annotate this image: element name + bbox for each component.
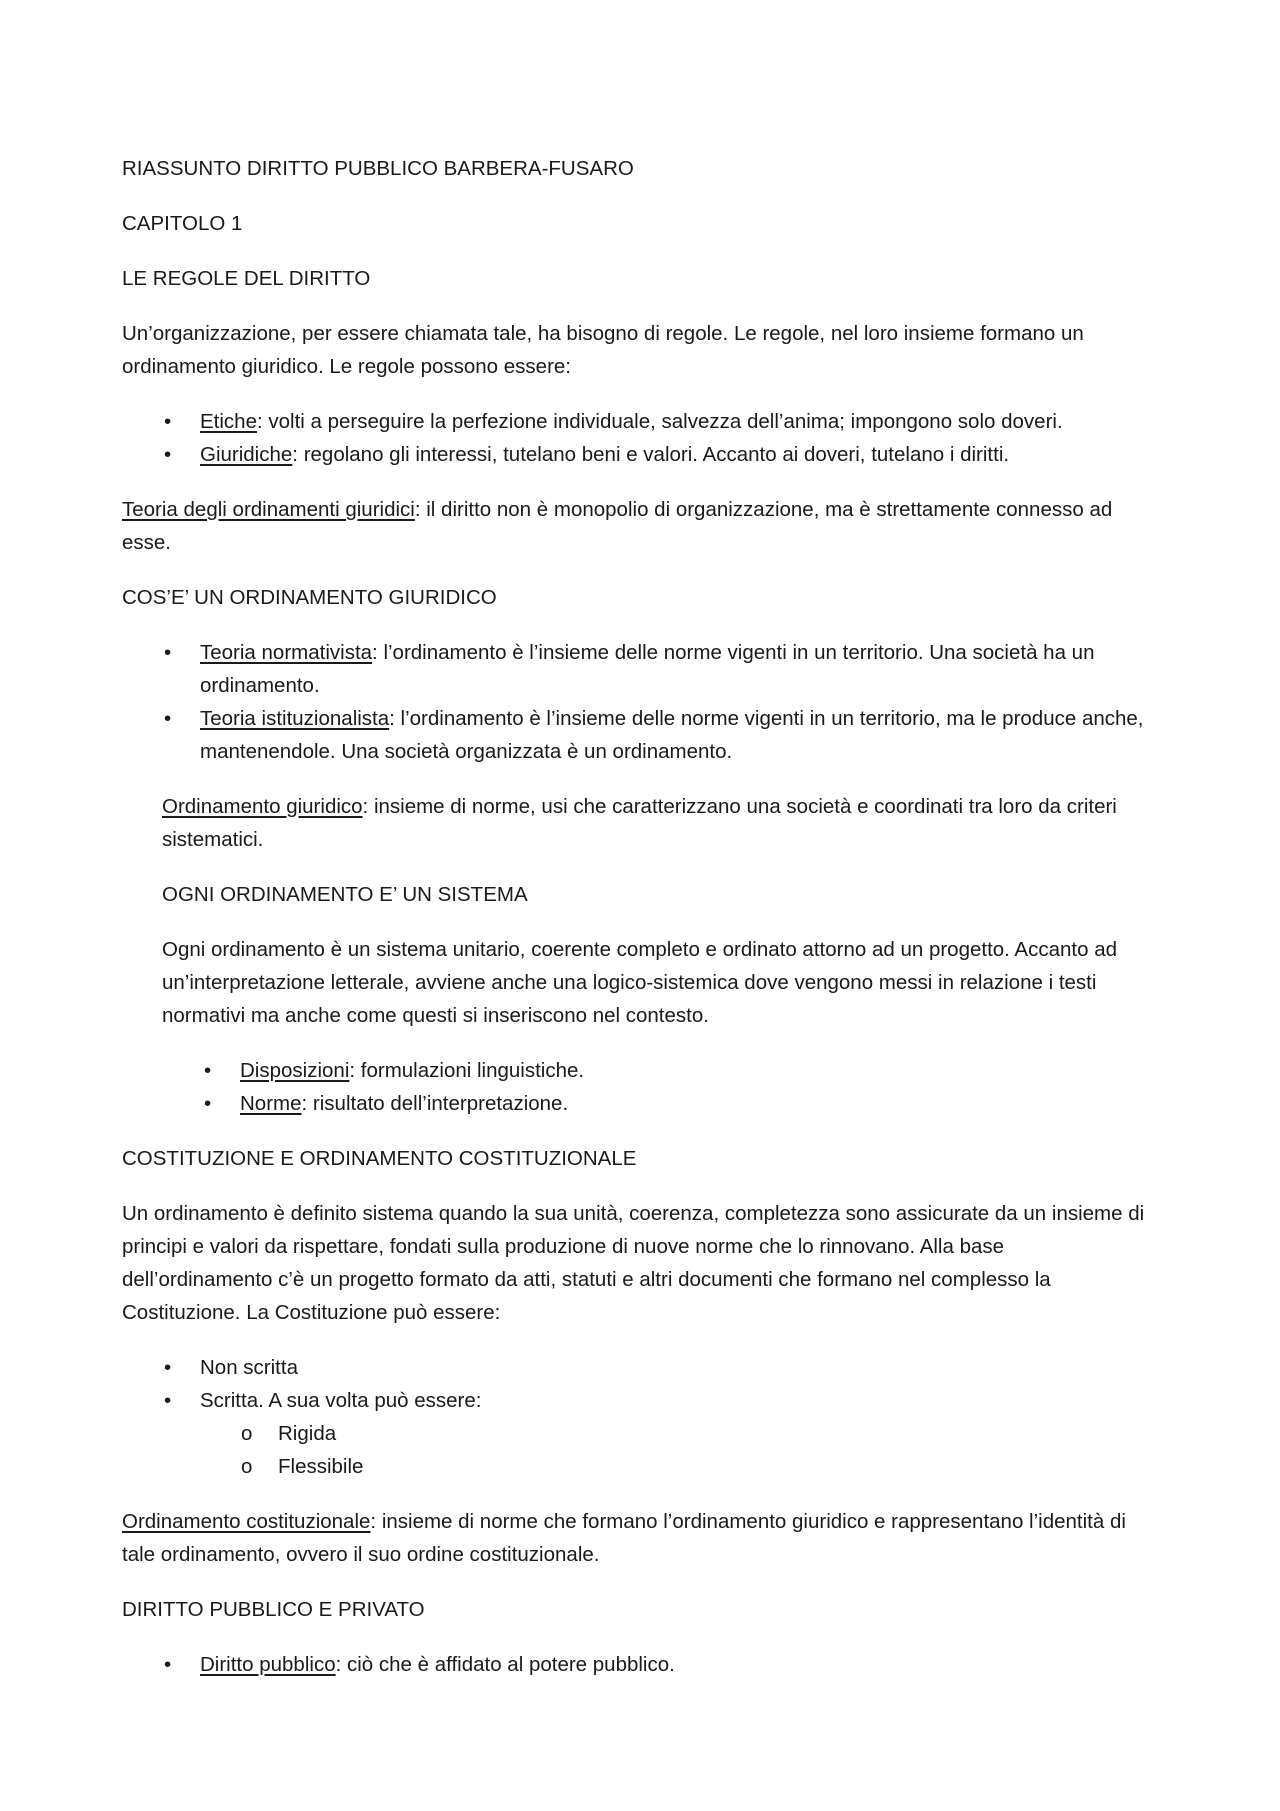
term: Teoria normativista [200, 641, 373, 664]
term: Disposizioni [240, 1059, 350, 1082]
bullet-icon: • [204, 1059, 212, 1082]
sub-heading-sistema: OGNI ORDINAMENTO E’ UN SISTEMA [162, 883, 528, 906]
paragraph-intro: Un’organizzazione, per essere chiamata tale, ha bisogno di regole. Le regole, nel loro insieme formano un ordinamento giuridico. Le regole possono essere: [122, 322, 1084, 378]
bullet-icon: • [164, 443, 172, 466]
list-item: • Scritta. A sua volta può essere: [122, 1384, 1160, 1417]
term: Diritto pubblico [200, 1653, 336, 1676]
paragraph-costituzione: Un ordinamento è definito sistema quando la sua unità, coerenza, completezza sono assicurate da un insieme di principi e valori da rispettare, fondati sulla produzione di nuove norme che lo rinnovano. Alla base dell’ordinamento c’è un progetto formato da atti, statuti e altri documenti che formano nel complesso la Costituzione. La Costituzione può essere: [122, 1202, 1145, 1324]
term: Etiche [200, 410, 257, 433]
bullet-icon: • [164, 707, 172, 730]
bullet-icon: • [164, 1356, 172, 1379]
list-disposizioni [162, 1054, 1160, 1120]
section-heading-diritto: DIRITTO PUBBLICO E PRIVATO [122, 1598, 425, 1621]
list-diritto [122, 1648, 1160, 1681]
list-item: • Diritto pubblico: ciò che è affidato al potere pubblico. [122, 1648, 1160, 1681]
list-item: • Non scritta [122, 1351, 1160, 1384]
paragraph-definizione: Ordinamento giuridico: insieme di norme, usi che caratterizzano una società e coordinati tra loro da criteri sistematici. [162, 795, 1117, 851]
sub-list-item: o Flessibile [122, 1450, 1160, 1483]
list-item: • Teoria normativista: l’ordinamento è l’insieme delle norme vigenti in un territorio. Una società ha un ordinamento. [122, 636, 1160, 702]
list-item: • Disposizioni: formulazioni linguistiche. [162, 1054, 1160, 1087]
section-heading-costituzione: COSTITUZIONE E ORDINAMENTO COSTITUZIONALE [122, 1147, 637, 1170]
list-teorie [122, 636, 1160, 768]
term: Ordinamento giuridico [162, 795, 363, 818]
section-heading-ordinamento: COS’E’ UN ORDINAMENTO GIURIDICO [122, 586, 497, 609]
list-item: • Norme: risultato dell’interpretazione. [162, 1087, 1160, 1120]
circle-bullet-icon: o [241, 1422, 253, 1445]
term: Teoria degli ordinamenti giuridici [122, 498, 415, 521]
bullet-icon: • [164, 641, 172, 664]
bullet-icon: • [164, 410, 172, 433]
paragraph-teoria: Teoria degli ordinamenti giuridici: il diritto non è monopolio di organizzazione, ma è strettamente connesso ad esse. [122, 498, 1113, 554]
chapter-heading: CAPITOLO 1 [122, 212, 243, 235]
term: Teoria istituzionalista [200, 707, 390, 730]
bullet-icon: • [164, 1653, 172, 1676]
document-title: RIASSUNTO DIRITTO PUBBLICO BARBERA-FUSARO [122, 157, 634, 180]
list-item: • Giuridiche: regolano gli interessi, tutelano beni e valori. Accanto ai doveri, tutelano i diritti. [122, 438, 1160, 471]
bullet-icon: • [204, 1092, 212, 1115]
list-costituzione [122, 1351, 1160, 1483]
circle-bullet-icon: o [241, 1455, 253, 1478]
term: Ordinamento costituzionale [122, 1510, 371, 1533]
paragraph-ordinamento-costituzionale: Ordinamento costituzionale: insieme di norme che formano l’ordinamento giuridico e rappresentano l’identità di tale ordinamento, ovvero il suo ordine costituzionale. [122, 1510, 1126, 1566]
bullet-icon: • [164, 1389, 172, 1412]
list-item: • Etiche: volti a perseguire la perfezione individuale, salvezza dell’anima; impongono solo doveri. [122, 405, 1160, 438]
term: Giuridiche [200, 443, 293, 466]
list-regole [122, 405, 1160, 471]
term: Norme [240, 1092, 302, 1115]
paragraph-sistema: Ogni ordinamento è un sistema unitario, coerente completo e ordinato attorno ad un progetto. Accanto ad un’interpretazione letterale, avviene anche una logico-sistemica dove vengono messi in relazione i testi normativi ma anche come questi si inseriscono nel contesto. [162, 938, 1117, 1027]
sub-list-item: o Rigida [122, 1417, 1160, 1450]
section-heading-regole: LE REGOLE DEL DIRITTO [122, 267, 371, 290]
list-item: • Teoria istituzionalista: l’ordinamento è l’insieme delle norme vigenti in un territorio, ma le produce anche, mantenendole. Una società organizzata è un ordinamento. [122, 702, 1160, 768]
